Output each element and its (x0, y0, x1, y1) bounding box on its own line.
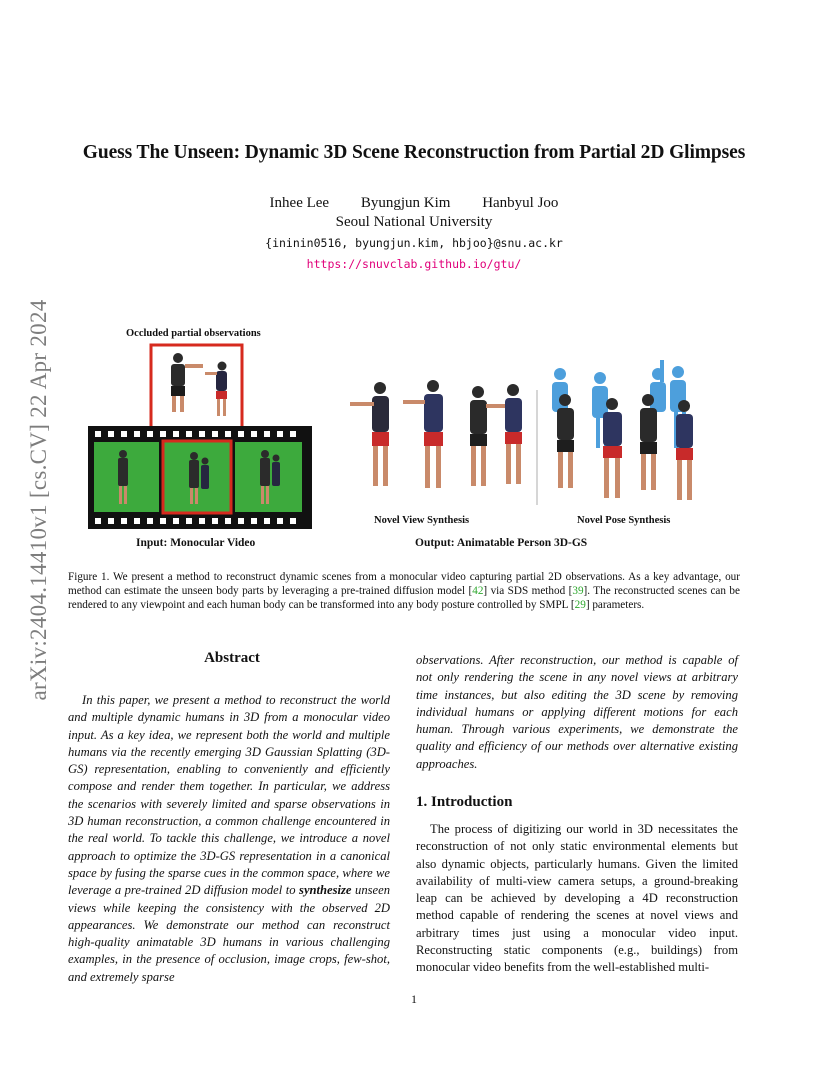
person-render (676, 400, 693, 500)
label-occluded-observations: Occluded partial observations (126, 328, 261, 339)
author-name: Hanbyul Joo (482, 195, 559, 211)
intro-heading: 1. Introduction (416, 794, 513, 810)
arxiv-stamp-text: arXiv:2404.14410v1 [cs.CV] 22 Apr 2024 (26, 299, 51, 701)
novel-pose-renders (552, 360, 693, 500)
occluded-observation-zoom (151, 345, 242, 435)
figure-1 (0, 320, 828, 560)
abstract-text: unseen views while keeping the consistency with the observed 2D appearances. We demonstrate our method can reconstruct high-quality animatable 3D humans in various challenging examples, in the presence of occlusion, image crops, few-shot, and extremely sparse (68, 883, 390, 984)
project-link[interactable]: https://snuvclab.github.io/gtu/ (306, 257, 522, 271)
caption-text: ] parameters. (585, 599, 645, 612)
citation-link[interactable]: 42 (472, 585, 484, 598)
page-number: 1 (411, 992, 417, 1006)
abstract-emphasis: synthesize (299, 883, 352, 898)
author-list (0, 195, 828, 212)
figure-caption (68, 570, 740, 613)
affiliation: Seoul National University (335, 214, 493, 230)
abstract-text-left (68, 692, 390, 986)
author-emails: {ininin0516, byungjun.kim, hbjoo}@snu.ac.kr (265, 236, 563, 250)
citation-link[interactable]: 29 (574, 599, 586, 612)
caption-text: ]. The reconstructed scenes can be rendered to any viewpoint and each human body can be transformed into any body posture controlled by SMPL [ (68, 585, 740, 612)
caption-text: Figure 1. We present a method to reconstruct dynamic scenes from a monocular video capturing partial 2D observations. As a key advantage, our method can estimate the unseen body parts by leveraging a pre-trained diffusion model [ (68, 571, 740, 598)
author-name: Byungjun Kim (360, 195, 451, 211)
abstract-text: In this paper, we present a method to reconstruct the world and multiple dynamic humans in 3D from a monocular video input. As a key idea, we represent both the world and multiple humans via the recently emerging 3D Gaussian Splatting (3D-GS) representation, enabling to conveniently and efficiently compose and render them together. In particular, we address the scenarios with severely limited and sparse observations in 3D human reconstruction, a common challenge encountered in the real world. To tackle this challenge, we introduce a novel approach to optimize the 3D-GS representation in a canonical space by fusing the sparse cues in the common space, where we leverage a pre-trained 2D diffusion model to (68, 693, 390, 898)
abstract-text-right: observations. After reconstruction, our method is capable of not only rendering the scene in any novel views at arbitrary time instances, but also editing the 3D scene by removing individual humans or applying different motions for each human. Through various experiments, we demonstrate the quality and efficiency of our methods over alternative existing approaches. (416, 653, 738, 771)
citation-link[interactable]: 39 (572, 585, 584, 598)
author-name: Inhee Lee (269, 195, 330, 211)
person-render (350, 382, 389, 486)
person-render (505, 384, 522, 484)
abstract-heading: Abstract (204, 650, 260, 666)
person-render (603, 398, 622, 498)
label-input-video: Input: Monocular Video (136, 537, 256, 549)
person-render (640, 394, 657, 490)
label-novel-pose: Novel Pose Synthesis (577, 515, 671, 526)
paper-title: Guess The Unseen: Dynamic 3D Scene Reconstruction from Partial 2D Glimpses (82, 142, 746, 163)
label-novel-view: Novel View Synthesis (374, 515, 470, 526)
intro-text: The process of digitizing our world in 3D necessitates the reconstruction of not only static environmental elements but also dynamic objects, particularly humans. Given the limited availability of multi-view camera setups, a ground-breaking leap can be achieved by developing a 4D reconstruction method capable of rendering the scenes at novel views and arbitrary times just using a monocular video input. Reconstructing static components (e.g., buildings) from monocular video benefits from the well-established multi- (416, 822, 738, 975)
novel-view-renders (350, 380, 522, 488)
person-render (403, 380, 443, 488)
label-output: Output: Animatable Person 3D-GS (415, 537, 588, 549)
caption-text: ] via SDS method [ (483, 585, 573, 598)
film-strip (88, 426, 312, 529)
